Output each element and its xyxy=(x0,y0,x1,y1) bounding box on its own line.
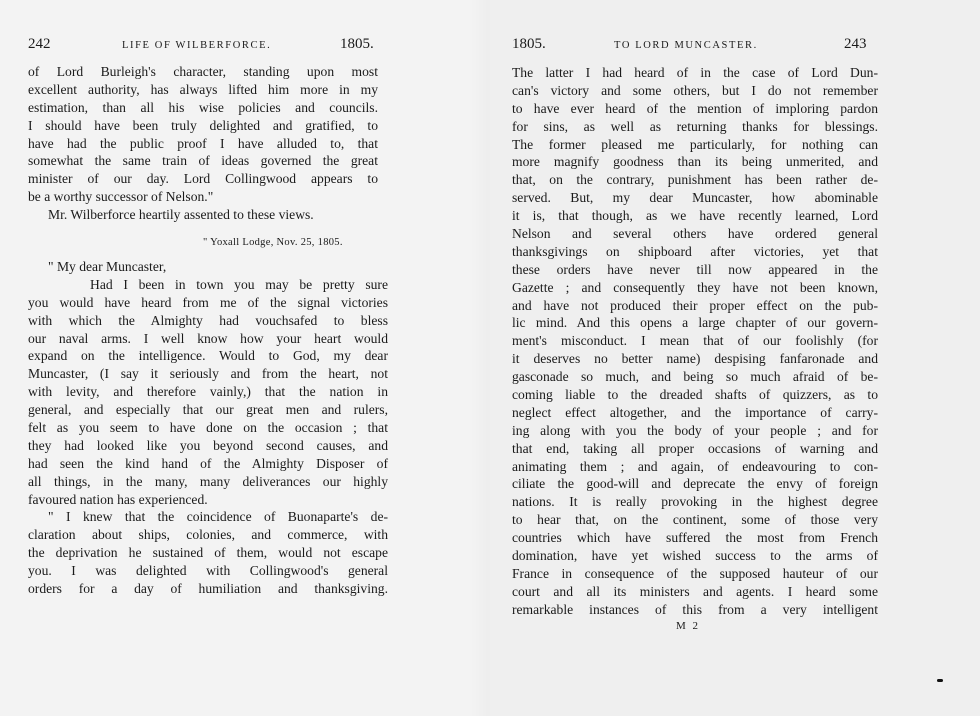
text-line: had seen the kind hand of the Almighty Disposer of xyxy=(28,455,388,471)
text-line: claration about ships, colonies, and commerce, with xyxy=(28,527,388,543)
header-year: 1805. xyxy=(340,36,374,52)
text-line: have had the public proof I have alluded to, that xyxy=(28,135,378,151)
text-line: to have ever heard of the mention of imploring pardon xyxy=(512,100,878,116)
text-line: favoured nation has experienced. xyxy=(28,491,208,507)
running-title: TO LORD MUNCASTER. xyxy=(614,40,758,51)
running-title: LIFE OF WILBERFORCE. xyxy=(122,40,272,51)
text-line: France in consequence of the supposed hauteur of our xyxy=(512,565,878,581)
text-line: with which the Almighty had vouchsafed to bless xyxy=(28,312,388,328)
text-line: expand on the intelligence. Would to God, my dear xyxy=(28,348,388,364)
text-line: it is, that though, as we have recently learned, Lord xyxy=(512,208,878,224)
text-line: of Lord Burleigh's character, standing upon most xyxy=(28,64,378,79)
letter-dateline: " Yoxall Lodge, Nov. 25, 1805. xyxy=(203,237,343,248)
text-line: all things, in the many, many deliverances our highly xyxy=(28,473,388,489)
text-line: to hear that, on the continent, some of those very xyxy=(512,512,878,528)
text-line: gasconade so much, and being so much afraid of be- xyxy=(512,369,878,385)
text-line: Nelson and several others have ordered general xyxy=(512,226,878,242)
text-line: lic mind. And this opens a large chapter of our govern- xyxy=(512,315,878,331)
text-line: coming liable to the dreaded shafts of quizzers, as to xyxy=(512,387,878,403)
text-line: orders for a day of humiliation and thanksgiving. xyxy=(28,581,388,597)
text-line: general, and especially that our great men and rulers, xyxy=(28,402,388,418)
page-number: 242 xyxy=(28,36,51,52)
text-line: ing along with you the body of your people ; and for xyxy=(512,422,878,438)
text-line: nations. It is really provoking in the highest degree xyxy=(512,494,878,510)
text-line: and have not produced their proper effect on the pub- xyxy=(512,297,878,313)
text-line: The former pleased me particularly, for nothing can xyxy=(512,136,878,152)
text-line: excellent authority, has always lifted him more in my xyxy=(28,81,378,97)
text-line: somewhat the same train of ideas governed the great xyxy=(28,153,378,169)
text-line: it deserves no better name) despising fanfaronade and xyxy=(512,351,878,367)
text-line: minister of our day. Lord Collingwood appears to xyxy=(28,171,378,187)
text-line: Had I been in town you may be pretty sure xyxy=(90,276,388,292)
text-line: domination, have yet wished success to the arms of xyxy=(512,548,878,564)
text-line: that, on the contrary, punishment has been rather de- xyxy=(512,172,878,188)
text-line: these orders have never till now appeared in the xyxy=(512,261,878,277)
right-page xyxy=(490,0,980,716)
text-line: Muncaster, (I say it seriously and from the heart, not xyxy=(28,366,388,382)
text-line: countries which have suffered the most from French xyxy=(512,530,878,546)
assent-line: Mr. Wilberforce heartily assented to these views. xyxy=(48,207,314,223)
text-line: with levity, and therefore vainly,) that the nation in xyxy=(28,384,388,400)
text-line: " I knew that the coincidence of Buonaparte's de- xyxy=(48,509,388,525)
text-line: you would have heard from me of the signal victories xyxy=(28,294,388,310)
right-body xyxy=(512,64,878,619)
text-line: our naval arms. I well know how your heart would xyxy=(28,330,388,346)
left-body-top xyxy=(28,63,378,224)
text-line: for sins, as well as returning thanks for blessings. xyxy=(512,118,878,134)
text-line: neglect effect altogether, and the importance of carry- xyxy=(512,404,878,420)
text-line: you. I was delighted with Collingwood's general xyxy=(28,563,388,579)
text-line: The latter I had heard of in the case of Lord Dun- xyxy=(512,65,878,80)
text-line: estimation, than all his wise policies and councils. xyxy=(28,99,378,115)
salutation: " My dear Muncaster, xyxy=(48,259,167,274)
text-line: the deprivation he sustained of them, would not escape xyxy=(28,545,388,561)
text-line: ciliate the good-will and deprecate the envy of foreign xyxy=(512,476,878,492)
text-line: that end, taking all proper occasions of warning and xyxy=(512,440,878,456)
ink-speck xyxy=(937,679,943,682)
text-line: ment's misconduct. I mean that of our foolishly (for xyxy=(512,333,878,349)
text-line: more magnify goodness than its being unmerited, and xyxy=(512,154,878,170)
text-line: I should have been truly delighted and gratified, to xyxy=(28,117,378,133)
text-line: be a worthy successor of Nelson." xyxy=(28,189,214,205)
text-line: Gazette ; and consequently they have not been known, xyxy=(512,279,878,295)
text-line: animating them ; and again, of endeavouring to con- xyxy=(512,458,878,474)
text-line: remarkable instances of this from a very intelligent xyxy=(512,601,878,617)
header-year: 1805. xyxy=(512,36,546,52)
text-line: court and all its ministers and agents. I heard some xyxy=(512,583,878,599)
left-body-letter xyxy=(28,258,388,598)
text-line: felt as you seem to have done on the occasion ; that xyxy=(28,420,388,436)
signature-mark: M 2 xyxy=(676,620,701,632)
page-number: 243 xyxy=(844,36,867,52)
text-line: can's victory and some others, but I do not remember xyxy=(512,82,878,98)
text-line: thanksgivings on shipboard after victories, yet that xyxy=(512,243,878,259)
text-line: served. But, my dear Muncaster, how abominable xyxy=(512,190,878,206)
text-line: they had looked like you beyond second causes, and xyxy=(28,437,388,453)
